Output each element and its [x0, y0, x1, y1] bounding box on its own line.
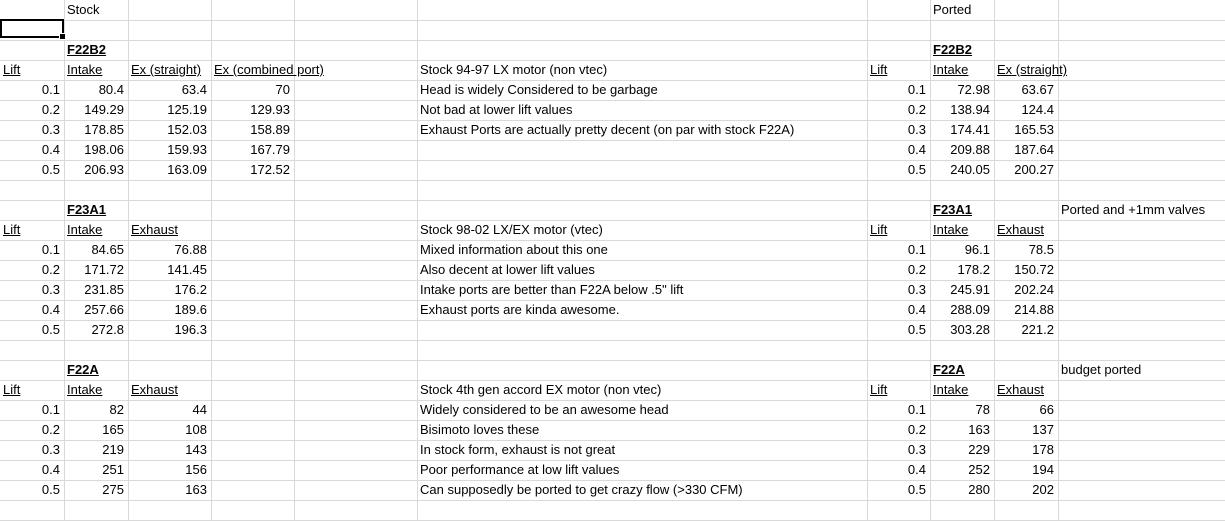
stock-value-cell[interactable]: 129.93 [250, 102, 290, 117]
lift-value-cell[interactable]: 0.1 [907, 242, 926, 257]
ported-value-cell[interactable]: 78 [975, 402, 990, 417]
lift-value-cell[interactable]: 0.3 [41, 122, 60, 137]
note-cell[interactable]: Not bad at lower lift values [420, 102, 573, 117]
stock-header[interactable]: Stock [67, 2, 100, 17]
lift-value-cell[interactable]: 0.4 [41, 302, 60, 317]
lift-value-cell[interactable]: 0.3 [907, 282, 926, 297]
stock-value-cell[interactable]: 84.65 [91, 242, 124, 257]
column-header-cell[interactable]: Intake [67, 382, 103, 397]
column-header-cell[interactable]: Exhaust [997, 222, 1044, 237]
lift-value-cell[interactable]: 0.4 [41, 142, 60, 157]
note-cell[interactable]: Poor performance at low lift values [420, 462, 620, 477]
lift-value-cell[interactable]: 0.3 [907, 122, 926, 137]
ported-value-cell[interactable]: 280 [968, 482, 990, 497]
note-cell[interactable]: Also decent at lower lift values [420, 262, 595, 277]
stock-value-cell[interactable]: 176.2 [174, 282, 207, 297]
stock-value-cell[interactable]: 163.09 [167, 162, 207, 177]
lift-value-cell[interactable]: 0.4 [907, 142, 926, 157]
ported-value-cell[interactable]: 78.5 [1028, 242, 1054, 257]
note-cell[interactable]: Intake ports are better than F22A below .5" lift [420, 282, 684, 297]
ported-value-cell[interactable]: 288.09 [950, 302, 990, 317]
lift-value-cell[interactable]: 0.1 [907, 82, 926, 97]
note-cell[interactable]: Stock 94-97 LX motor (non vtec) [420, 62, 608, 77]
note-cell[interactable]: Exhaust Ports are actually pretty decent (on par with stock F22A) [420, 122, 795, 137]
stock-value-cell[interactable]: 159.93 [167, 142, 207, 157]
lift-value-cell[interactable]: 0.5 [907, 482, 926, 497]
lift-header-cell[interactable]: Lift [870, 62, 888, 77]
column-header-cell[interactable]: Intake [933, 382, 969, 397]
ported-value-cell[interactable]: 150.72 [1014, 262, 1054, 277]
stock-value-cell[interactable]: 275 [102, 482, 124, 497]
ported-value-cell[interactable]: 124.4 [1021, 102, 1054, 117]
lift-value-cell[interactable]: 0.3 [41, 442, 60, 457]
row-gridline [0, 180, 1225, 181]
column-header-cell[interactable]: Exhaust [131, 382, 178, 397]
stock-value-cell[interactable]: 158.89 [250, 122, 290, 137]
ported-value-cell[interactable]: 96.1 [964, 242, 990, 257]
row-gridline [0, 200, 1225, 201]
ported-value-cell[interactable]: 187.64 [1014, 142, 1054, 157]
ported-value-cell[interactable]: 178.2 [957, 262, 990, 277]
ported-value-cell[interactable]: 245.91 [950, 282, 990, 297]
note-cell[interactable]: Exhaust ports are kinda awesome. [420, 302, 620, 317]
lift-header-cell[interactable]: Lift [3, 382, 21, 397]
ported-value-cell[interactable]: 200.27 [1014, 162, 1054, 177]
note-cell[interactable]: Bisimoto loves these [420, 422, 540, 437]
lift-value-cell[interactable]: 0.5 [41, 322, 60, 337]
stock-value-cell[interactable]: 152.03 [167, 122, 207, 137]
stock-value-cell[interactable]: 198.06 [84, 142, 124, 157]
column-header-cell[interactable]: Exhaust [131, 222, 178, 237]
column-header-cell[interactable]: Intake [933, 222, 969, 237]
stock-value-cell[interactable]: 70 [275, 82, 290, 97]
ported-value-cell[interactable]: 209.88 [950, 142, 990, 157]
lift-value-cell[interactable]: 0.4 [41, 462, 60, 477]
lift-value-cell[interactable]: 0.2 [41, 422, 60, 437]
engine-title-cell[interactable]: F23A1 [67, 202, 107, 217]
lift-value-cell[interactable]: 0.2 [907, 102, 926, 117]
stock-value-cell[interactable]: 143 [185, 442, 207, 457]
ported-value-cell[interactable]: 137 [1032, 422, 1054, 437]
stock-value-cell[interactable]: 178.85 [84, 122, 124, 137]
lift-value-cell[interactable]: 0.5 [907, 162, 926, 177]
row-gridline [0, 500, 1225, 501]
note-cell[interactable]: Stock 4th gen accord EX motor (non vtec) [420, 382, 662, 397]
lift-value-cell[interactable]: 0.5 [41, 162, 60, 177]
ported-value-cell[interactable]: 72.98 [957, 82, 990, 97]
lift-header-cell[interactable]: Lift [3, 62, 21, 77]
stock-value-cell[interactable]: 231.85 [84, 282, 124, 297]
stock-value-cell[interactable]: 156 [185, 462, 207, 477]
engine-title-cell[interactable]: F22A [67, 362, 99, 377]
engine-title-cell[interactable]: F22A [933, 362, 965, 377]
stock-value-cell[interactable]: 149.29 [84, 102, 124, 117]
stock-value-cell[interactable]: 141.45 [167, 262, 207, 277]
stock-value-cell[interactable]: 125.19 [167, 102, 207, 117]
lift-value-cell[interactable]: 0.4 [907, 462, 926, 477]
row-gridline [0, 360, 1225, 361]
lift-header-cell[interactable]: Lift [3, 222, 21, 237]
ported-note-cell[interactable]: budget ported [1061, 362, 1142, 377]
note-cell[interactable]: Mixed information about this one [420, 242, 608, 257]
stock-value-cell[interactable]: 219 [102, 442, 124, 457]
engine-title-cell[interactable]: F23A1 [933, 202, 973, 217]
column-header-cell[interactable]: Ex (straight) [131, 62, 202, 77]
stock-value-cell[interactable]: 163 [185, 482, 207, 497]
stock-value-cell[interactable]: 80.4 [98, 82, 124, 97]
ported-value-cell[interactable]: 303.28 [950, 322, 990, 337]
lift-value-cell[interactable]: 0.1 [907, 402, 926, 417]
stock-value-cell[interactable]: 172.52 [250, 162, 290, 177]
stock-value-cell[interactable]: 189.6 [174, 302, 207, 317]
ported-value-cell[interactable]: 138.94 [950, 102, 990, 117]
selected-cell[interactable] [0, 19, 64, 38]
column-header-cell[interactable]: Intake [933, 62, 969, 77]
ported-value-cell[interactable]: 202 [1032, 482, 1054, 497]
note-cell[interactable]: Widely considered to be an awesome head [420, 402, 669, 417]
note-cell[interactable]: In stock form, exhaust is not great [420, 442, 616, 457]
ported-value-cell[interactable]: 229 [968, 442, 990, 457]
column-header-cell[interactable]: Ex (straight) [997, 62, 1068, 77]
note-cell[interactable]: Can supposedly be ported to get crazy flow (>330 CFM) [420, 482, 743, 497]
row-gridline [0, 20, 1225, 21]
stock-value-cell[interactable]: 108 [185, 422, 207, 437]
note-cell[interactable]: Stock 98-02 LX/EX motor (vtec) [420, 222, 603, 237]
stock-value-cell[interactable]: 44 [192, 402, 207, 417]
ported-value-cell[interactable]: 178 [1032, 442, 1054, 457]
ported-value-cell[interactable]: 194 [1032, 462, 1054, 477]
row-gridline [0, 40, 1225, 41]
stock-value-cell[interactable]: 206.93 [84, 162, 124, 177]
stock-value-cell[interactable]: 63.4 [181, 82, 207, 97]
stock-value-cell[interactable]: 257.66 [84, 302, 124, 317]
lift-value-cell[interactable]: 0.3 [907, 442, 926, 457]
lift-value-cell[interactable]: 0.4 [907, 302, 926, 317]
stock-value-cell[interactable]: 196.3 [174, 322, 207, 337]
row-gridline [0, 340, 1225, 341]
column-header-cell[interactable]: Intake [67, 222, 103, 237]
lift-value-cell[interactable]: 0.2 [907, 262, 926, 277]
ported-note-cell[interactable]: Ported and +1mm valves [1061, 202, 1206, 217]
engine-title-cell[interactable]: F22B2 [67, 42, 107, 57]
lift-header-cell[interactable]: Lift [870, 382, 888, 397]
lift-value-cell[interactable]: 0.2 [41, 262, 60, 277]
lift-value-cell[interactable]: 0.2 [907, 422, 926, 437]
ported-header[interactable]: Ported [933, 2, 972, 17]
engine-title-cell[interactable]: F22B2 [933, 42, 973, 57]
ported-value-cell[interactable]: 221.2 [1021, 322, 1054, 337]
column-header-cell[interactable]: Intake [67, 62, 103, 77]
stock-value-cell[interactable]: 272.8 [91, 322, 124, 337]
note-cell[interactable]: Head is widely Considered to be garbage [420, 82, 658, 97]
ported-value-cell[interactable]: 63.67 [1021, 82, 1054, 97]
lift-value-cell[interactable]: 0.5 [41, 482, 60, 497]
column-header-cell[interactable]: Ex (combined port) [214, 62, 324, 77]
ported-value-cell[interactable]: 252 [968, 462, 990, 477]
ported-value-cell[interactable]: 214.88 [1014, 302, 1054, 317]
stock-value-cell[interactable]: 167.79 [250, 142, 290, 157]
lift-value-cell[interactable]: 0.2 [41, 102, 60, 117]
stock-value-cell[interactable]: 171.72 [84, 262, 124, 277]
lift-value-cell[interactable]: 0.5 [907, 322, 926, 337]
stock-value-cell[interactable]: 82 [109, 402, 124, 417]
ported-value-cell[interactable]: 240.05 [950, 162, 990, 177]
lift-value-cell[interactable]: 0.3 [41, 282, 60, 297]
ported-value-cell[interactable]: 202.24 [1014, 282, 1054, 297]
lift-value-cell[interactable]: 0.1 [41, 82, 60, 97]
stock-value-cell[interactable]: 165 [102, 422, 124, 437]
lift-value-cell[interactable]: 0.1 [41, 242, 60, 257]
lift-header-cell[interactable]: Lift [870, 222, 888, 237]
stock-value-cell[interactable]: 76.88 [174, 242, 207, 257]
stock-value-cell[interactable]: 251 [102, 462, 124, 477]
column-header-cell[interactable]: Exhaust [997, 382, 1044, 397]
ported-value-cell[interactable]: 174.41 [950, 122, 990, 137]
ported-value-cell[interactable]: 66 [1039, 402, 1054, 417]
ported-value-cell[interactable]: 165.53 [1014, 122, 1054, 137]
ported-value-cell[interactable]: 163 [968, 422, 990, 437]
lift-value-cell[interactable]: 0.1 [41, 402, 60, 417]
